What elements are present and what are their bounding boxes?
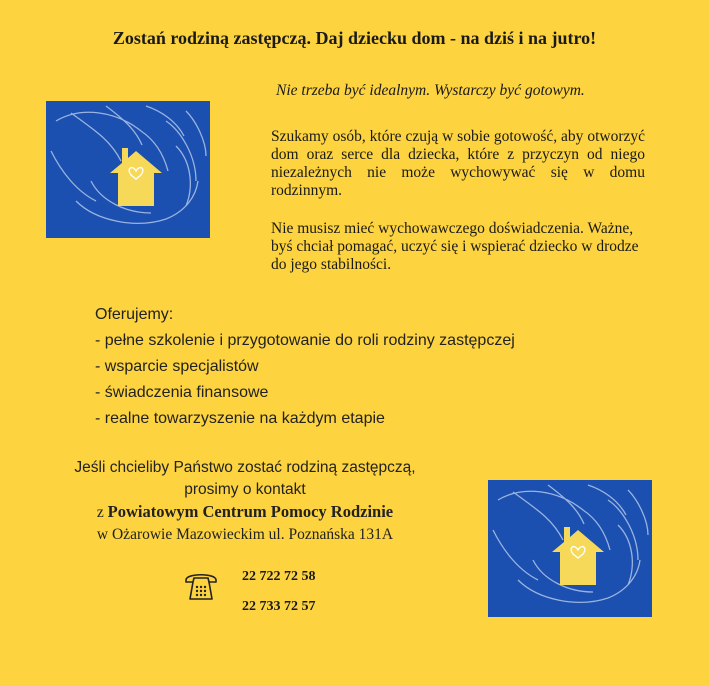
list-item: - wsparcie specjalistów [95, 358, 259, 375]
offer-list [95, 302, 515, 432]
list-item: - pełne szkolenie i przygotowanie do roli rodziny zastępczej [95, 332, 515, 349]
contact-address: w Ożarowie Mazowieckim ul. Poznańska 131A [96, 526, 394, 543]
page-title: Zostań rodziną zastępczą. Daj dziecku dom - na dziś i na jutro! [112, 28, 597, 48]
contact-line-1: Jeśli chcieliby Państwo zostać rodziną zastępczą, [74, 459, 416, 476]
organization-name: Powiatowym Centrum Pomocy Rodzinie [107, 502, 394, 521]
list-item: - realne towarzyszenie na każdym etapie [95, 410, 385, 427]
contact-block [40, 457, 450, 546]
list-item: - świadczenia finansowe [95, 384, 269, 401]
phone-number-1[interactable]: 22 722 72 58 [242, 569, 316, 584]
motto: Nie trzeba być idealnym. Wystarczy być gotowym. [276, 82, 585, 99]
intro-paragraph-1: Szukamy osób, które czują w sobie gotowość, aby otworzyć dom oraz serce dla dziecka, które z przyczyn od niego niezależnych nie może wychowywać się w domu rodzinnym. [271, 128, 645, 199]
hands-house-heart-icon [46, 101, 210, 238]
intro-paragraph-2: Nie musisz mieć wychowawczego doświadczenia. Ważne, byś chciał pomagać, uczyć się i wspierać dziecko w drodze do jego stabilności. [271, 220, 639, 273]
telephone-icon [183, 568, 219, 604]
contact-line-2: prosimy o kontakt [184, 481, 306, 498]
contact-prefix: z [96, 504, 108, 521]
phone-number-2[interactable]: 22 733 72 57 [242, 599, 316, 614]
hands-house-heart-icon [488, 480, 652, 617]
offer-heading: Oferujemy: [95, 306, 174, 323]
